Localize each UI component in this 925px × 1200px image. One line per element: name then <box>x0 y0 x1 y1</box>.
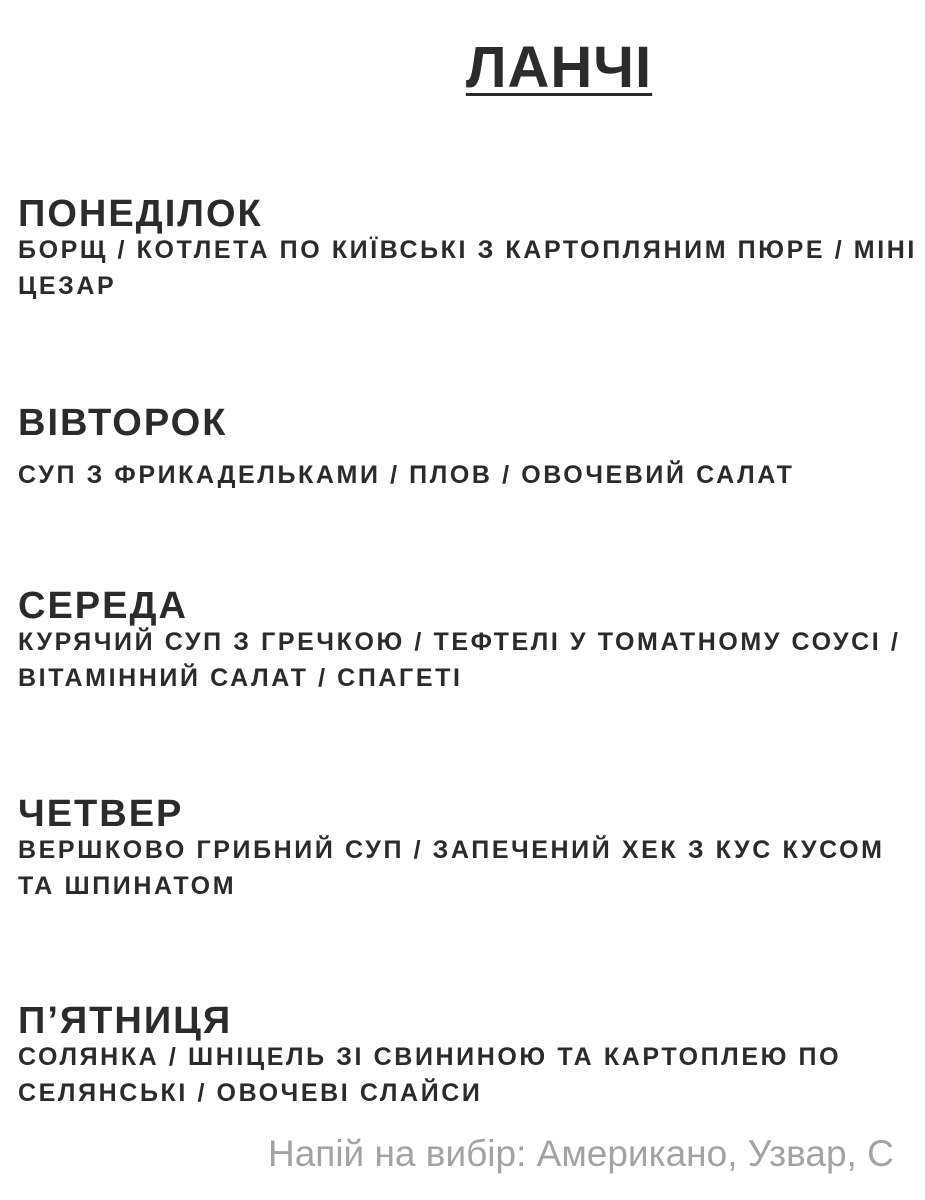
day-tuesday <box>18 401 923 493</box>
day-name: ЧЕТВЕР <box>18 793 184 835</box>
day-name: СЕРЕДА <box>18 585 188 627</box>
drink-note: Напій на вибір: Американо, Узвар, С <box>268 1133 894 1174</box>
day-name: ПОНЕДІЛОК <box>18 193 263 235</box>
day-friday <box>18 999 923 1111</box>
day-thursday <box>18 792 923 904</box>
day-menu: СОЛЯНКА / ШНІЦЕЛЬ ЗІ СВИНИНОЮ ТА КАРТОПЛЕЮ ПО СЕЛЯНСЬКІ / ОВОЧЕВІ СЛАЙСИ <box>18 1043 842 1107</box>
day-menu: ВЕРШКОВО ГРИБНИЙ СУП / ЗАПЕЧЕНИЙ ХЕК З КУС КУСОМ ТА ШПИНАТОМ <box>18 836 885 900</box>
day-name: П’ЯТНИЦЯ <box>18 1000 233 1042</box>
page-title: ЛАНЧІ <box>465 35 653 100</box>
day-name: ВІВТОРОК <box>18 402 228 444</box>
day-menu: БОРЩ / КОТЛЕТА ПО КИЇВСЬКІ З КАРТОПЛЯНИМ ПЮРЕ / МІНІ ЦЕЗАР <box>18 236 917 300</box>
day-wednesday <box>18 584 923 696</box>
day-monday <box>18 192 923 304</box>
day-menu: СУП З ФРИКАДЕЛЬКАМИ / ПЛОВ / ОВОЧЕВИЙ САЛАТ <box>18 461 795 489</box>
day-menu: КУРЯЧИЙ СУП З ГРЕЧКОЮ / ТЕФТЕЛІ У ТОМАТНОМУ СОУСІ / ВІТАМІННИЙ САЛАТ / СПАГЕТІ <box>18 628 901 692</box>
